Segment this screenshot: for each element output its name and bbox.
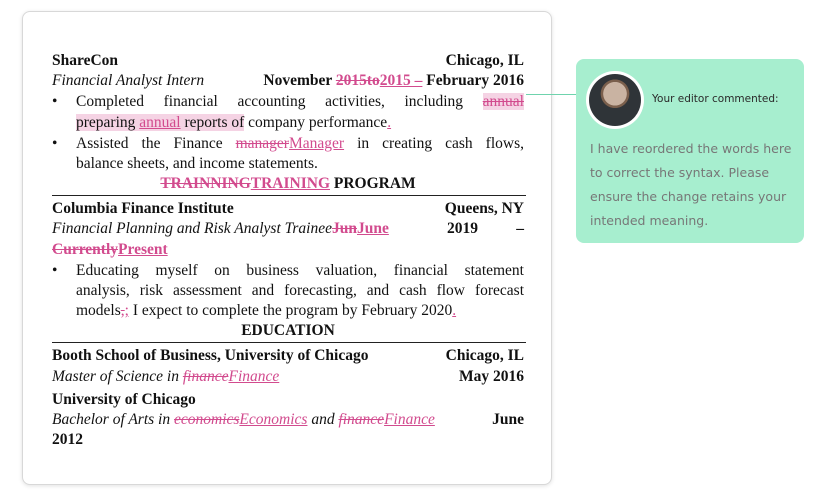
edu2-insertion1[interactable]: Economics <box>239 411 308 428</box>
edu1-header <box>52 346 524 366</box>
job2-end-insertion[interactable]: Present <box>118 241 168 258</box>
edu1-insertion[interactable]: Finance <box>228 368 280 385</box>
job2-dash: – <box>516 220 524 237</box>
editor-comment-panel[interactable] <box>576 59 804 243</box>
job1-b1-reordered[interactable] <box>76 114 244 131</box>
comment-title: Your editor commented: <box>652 93 779 105</box>
training-heading-insertion[interactable]: TRAINING <box>250 175 330 192</box>
edu2-degree-text: Bachelor of Arts in <box>52 411 174 428</box>
job1-b1-text-a: Completed financial accounting activities, including <box>76 93 483 110</box>
job1-dates <box>263 71 524 91</box>
edu2-month: June <box>492 411 524 428</box>
edu1-degree <box>52 367 279 387</box>
comment-connector <box>526 94 578 95</box>
edu2-and: and <box>307 411 339 428</box>
job2-b1-semicolon-insertion[interactable]: ; <box>124 302 129 319</box>
edu2-deletion1[interactable]: economics <box>174 411 240 428</box>
job2-end-date <box>52 240 524 260</box>
job2-title-row <box>52 219 524 239</box>
editor-avatar-icon <box>586 71 644 129</box>
job2-b1-period-insertion[interactable]: . <box>452 302 457 319</box>
job2-location: Queens, NY <box>444 200 524 217</box>
job1-header <box>52 51 524 71</box>
job2-b1-text-b: I expect to complete the program by February 2020 <box>128 302 453 319</box>
job1-b1-deletion[interactable]: annual <box>482 93 524 110</box>
job1-date-deletion[interactable]: 2015to <box>335 72 380 89</box>
job1-bullet1-line1 <box>76 92 524 112</box>
job1-b2-text-a: Assisted the Finance <box>76 135 236 152</box>
job1-b2-insertion[interactable]: Manager <box>288 135 345 152</box>
job2-company: Columbia Finance Institute <box>52 200 234 217</box>
job2-b1-comma-deletion[interactable]: , <box>120 302 125 319</box>
job1-bullet1-marker: • <box>52 93 58 110</box>
job1-title-row <box>52 71 524 91</box>
edu1-location: Chicago, IL <box>445 347 524 364</box>
job1-date-end: February 2016 <box>422 72 524 89</box>
edu1-deletion[interactable]: finance <box>182 368 229 385</box>
job2-month-deletion[interactable]: Jun <box>331 220 357 237</box>
job1-date-start: November <box>263 72 336 89</box>
job2-bullet1-line3 <box>76 301 524 321</box>
job1-b2-text-b: in creating cash flows, <box>344 135 524 152</box>
training-heading-deletion[interactable]: TRAINNING <box>160 175 251 192</box>
job1-b1-text-b: company performance <box>244 114 388 131</box>
job1-b1-ins-post: reports of <box>180 114 245 131</box>
section-divider-education <box>52 342 526 343</box>
job2-year: 2019 <box>447 220 479 237</box>
comment-body: I have reordered the words here to correct the syntax. Please ensure the change retains your intended meaning. <box>590 141 792 228</box>
editor-avatar-image <box>589 74 641 126</box>
edu2-deletion2[interactable]: finance <box>338 411 385 428</box>
job1-bullet2-line1 <box>76 134 524 154</box>
job1-company: ShareCon <box>52 52 119 69</box>
edu2-year: 2012 <box>52 431 83 448</box>
edu2-school: University of Chicago <box>52 391 196 408</box>
job2-title-group <box>52 219 389 239</box>
job2-bullet1-line1: Educating myself on business valuation, financial statement <box>76 262 524 279</box>
job1-title: Financial Analyst Intern <box>52 72 205 89</box>
job1-b1-period-insertion[interactable]: . <box>387 114 392 131</box>
job1-b2-deletion[interactable]: manager <box>235 135 289 152</box>
job1-bullet2-marker: • <box>52 135 58 152</box>
job2-end-deletion[interactable]: Currently <box>52 241 119 258</box>
job2-month-insertion[interactable]: June <box>356 220 389 237</box>
edu2-insertion2[interactable]: Finance <box>384 411 435 428</box>
section-heading-training <box>52 174 524 194</box>
job1-bullet1-line2 <box>76 113 524 133</box>
job2-header <box>52 199 524 219</box>
edu1-degree-row <box>52 367 524 387</box>
job1-b1-insertion[interactable]: annual <box>139 114 181 131</box>
training-heading-rest: PROGRAM <box>330 175 416 192</box>
section-heading-education: EDUCATION <box>241 322 335 339</box>
job1-bullet2-line2: balance sheets, and income statements. <box>76 155 318 172</box>
section-divider-training <box>52 195 526 196</box>
job1-location: Chicago, IL <box>445 52 524 69</box>
job2-bullet1-line2: analysis, risk assessment and forecasting, and cash flow forecast <box>76 282 524 299</box>
edu2-degree-row <box>52 410 524 430</box>
edu1-school: Booth School of Business, University of Chicago <box>52 347 369 364</box>
job2-bullet1-marker: • <box>52 262 58 279</box>
edu1-date: May 2016 <box>458 368 524 385</box>
edu2-degree <box>52 410 435 430</box>
job1-b1-ins-pre: preparing <box>76 114 140 131</box>
edu1-degree-text: Master of Science in <box>52 368 183 385</box>
job2-title: Financial Planning and Risk Analyst Trainee <box>52 220 332 237</box>
job2-b1-text-a: models <box>76 302 121 319</box>
job1-date-insertion[interactable]: 2015 – <box>379 72 423 89</box>
